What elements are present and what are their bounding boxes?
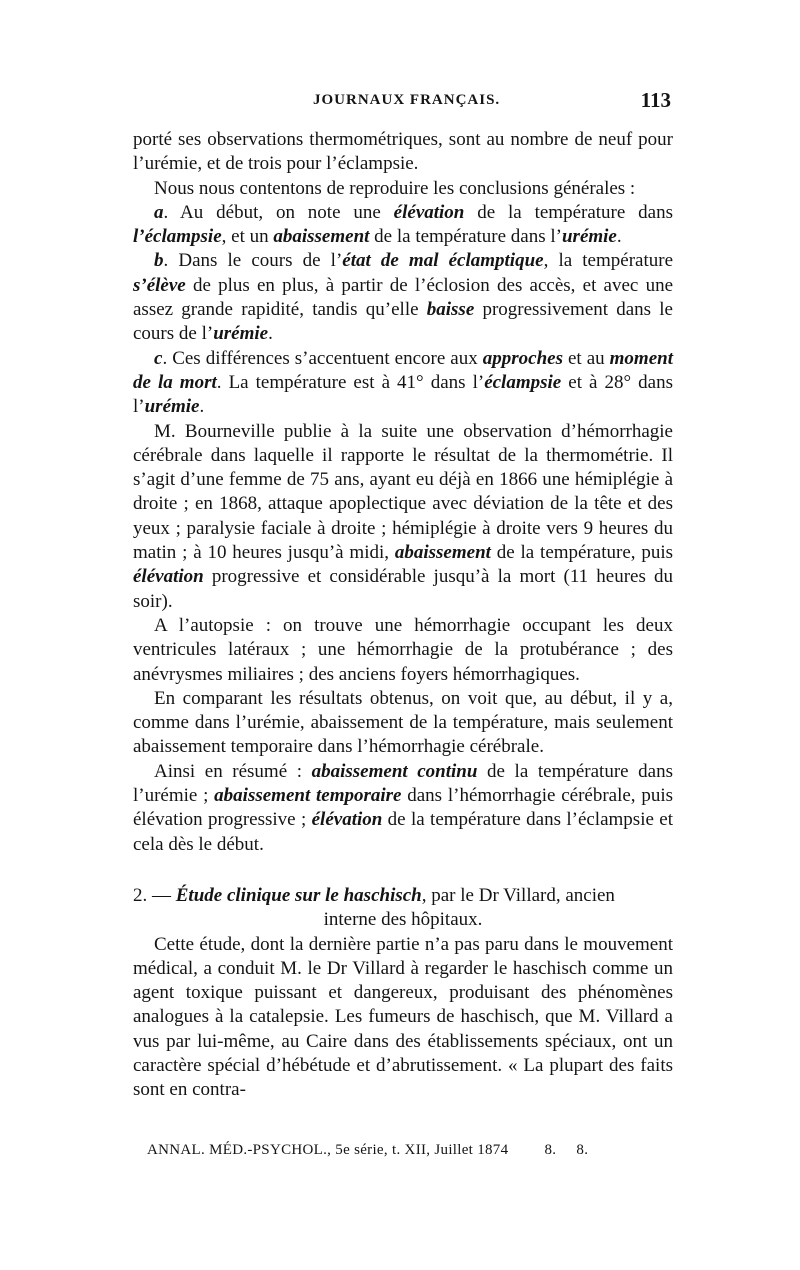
section-subtitle: interne des hôpitaux.: [323, 909, 483, 931]
italic-phrase: abaissement: [394, 542, 491, 564]
paragraph: [133, 687, 673, 760]
running-head-title: JOURNAUX FRANÇAIS.: [313, 92, 501, 108]
italic-phrase: moment de la mort: [133, 347, 673, 393]
text-run: , par le Dr Villard, ancien: [421, 884, 615, 906]
text-run: de la température dans: [464, 201, 673, 223]
italic-phrase: urémie: [213, 323, 269, 345]
italic-phrase: s’élève: [133, 274, 186, 296]
italic-phrase: élévation: [133, 566, 204, 588]
paragraph: [133, 128, 673, 177]
page-number: 113: [640, 88, 671, 112]
italic-phrase: élévation: [311, 809, 383, 831]
text-run: . Au début, on note une: [163, 201, 394, 223]
text-run: En comparant les résultats obtenus, on voit que, au début, il y a, comme dans l’urémie, abaissement de la température, mais seulement abaissement temporaire dans l’hémorrhagie cérébrale.: [133, 687, 673, 758]
text-run: Nous nous contentons de reproduire les conclusions générales :: [154, 177, 636, 199]
italic-phrase: abaissement continu: [311, 760, 478, 782]
page-body: [133, 128, 673, 1103]
text-run: de la température dans l’éclampsie et cela dès le début.: [133, 809, 673, 855]
text-run: et à 28° dans l’: [133, 371, 673, 418]
signature-mark: 8.: [544, 1142, 557, 1158]
paragraph: [133, 201, 673, 250]
italic-phrase: abaissement: [273, 226, 370, 248]
paragraph: [133, 249, 673, 346]
paragraph: [133, 614, 673, 687]
italic-phrase: b: [154, 250, 164, 272]
italic-phrase: état de mal éclamptique: [342, 250, 544, 272]
text-run: .: [199, 396, 205, 418]
paragraph: [133, 177, 673, 201]
text-run: dans l’hémorrhagie cérébrale, puis élévation progressive ;: [133, 785, 673, 831]
text-run: M. Bourneville publie à la suite une observation d’hémorrhagie cérébrale dans laquelle il rapporte le résultat de la thermométrie. Il s’agit d’une femme de 75 ans, ayant eu déjà en 1866 une hémiplégie à droite ; en 1868, attaque apoplectique avec déviation de la tête et des yeux ; paralysie faciale à droite ; hémiplégie à droite vers 9 heures du matin ; à 10 heures jusqu’à midi,: [133, 420, 673, 564]
italic-phrase: c: [154, 347, 163, 369]
text-run: . Dans le cours de l’: [163, 250, 343, 272]
section-title: [133, 884, 673, 908]
text-run: , et un: [221, 226, 274, 248]
running-head: [133, 86, 673, 116]
text-run: et au: [562, 347, 610, 369]
italic-phrase: approches: [482, 347, 563, 369]
text-run: porté ses observations thermométriques, sont au nombre de neuf pour l’urémie, et de trois pour l’éclampsie.: [133, 129, 673, 175]
paragraph: [133, 420, 673, 614]
journal-reference: ANNAL. MÉD.-PSYCHOL., 5e série, t. XII, Juillet 1874: [147, 1142, 509, 1158]
paragraph: [133, 347, 673, 420]
italic-phrase: baisse: [426, 299, 475, 321]
text-run: . Ces différences s’accentuent encore aux: [162, 347, 483, 369]
italic-phrase: abaissement temporaire: [214, 785, 402, 807]
text-run: Ainsi en résumé :: [154, 760, 312, 782]
italic-phrase: a: [154, 201, 164, 223]
text-run: de la température, puis: [490, 542, 674, 564]
text-run: .: [616, 226, 622, 248]
text-run: de la température dans l’: [369, 226, 562, 248]
text-run: . La température est à 41° dans l’: [216, 371, 485, 393]
page-footer: [147, 1142, 667, 1159]
italic-phrase: urémie: [144, 396, 200, 418]
text-run: , la température: [543, 250, 674, 272]
signature-mark-2: 8.: [576, 1142, 589, 1158]
text-run: .: [268, 323, 273, 345]
text-run: progressive et considérable jusqu’à la mort (11 heures du soir).: [133, 566, 673, 612]
italic-phrase: l’éclampsie: [133, 226, 222, 248]
italic-phrase: élévation: [393, 201, 465, 223]
italic-phrase: Étude clinique sur le haschisch: [175, 884, 422, 906]
text-run: A l’autopsie : on trouve une hémorrhagie occupant les deux ventricules latéraux ; une hémorrhagie de la protubérance ; des anévrysmes miliaires ; des anciens foyers hémorrhagiques.: [133, 614, 673, 685]
italic-phrase: urémie: [561, 226, 617, 248]
text-run: 2. —: [133, 884, 176, 906]
text-run: progressivement dans le cours de l’: [133, 299, 673, 345]
paragraph: Cette étude, dont la dernière partie n’a pas paru dans le mouvement médical, a conduit M. le Dr Villard à regarder le haschisch comme un agent toxique puissant et dangereux, produisant des phénomènes analogues à la catalepsie. Les fumeurs de haschisch, que M. Villard a vus par lui-même, au Caire dans des établissements spéciaux, ont un caractère spécial d’hébétude et d’abrutissement. « La plupart des faits sont en contra-: [133, 933, 673, 1101]
italic-phrase: éclampsie: [484, 371, 562, 393]
paragraph: [133, 760, 673, 857]
text-run: de plus en plus, à partir de l’éclosion des accès, et avec une assez grande rapidité, tandis qu’elle: [133, 274, 673, 321]
text-run: de la température dans l’urémie ;: [133, 760, 673, 807]
